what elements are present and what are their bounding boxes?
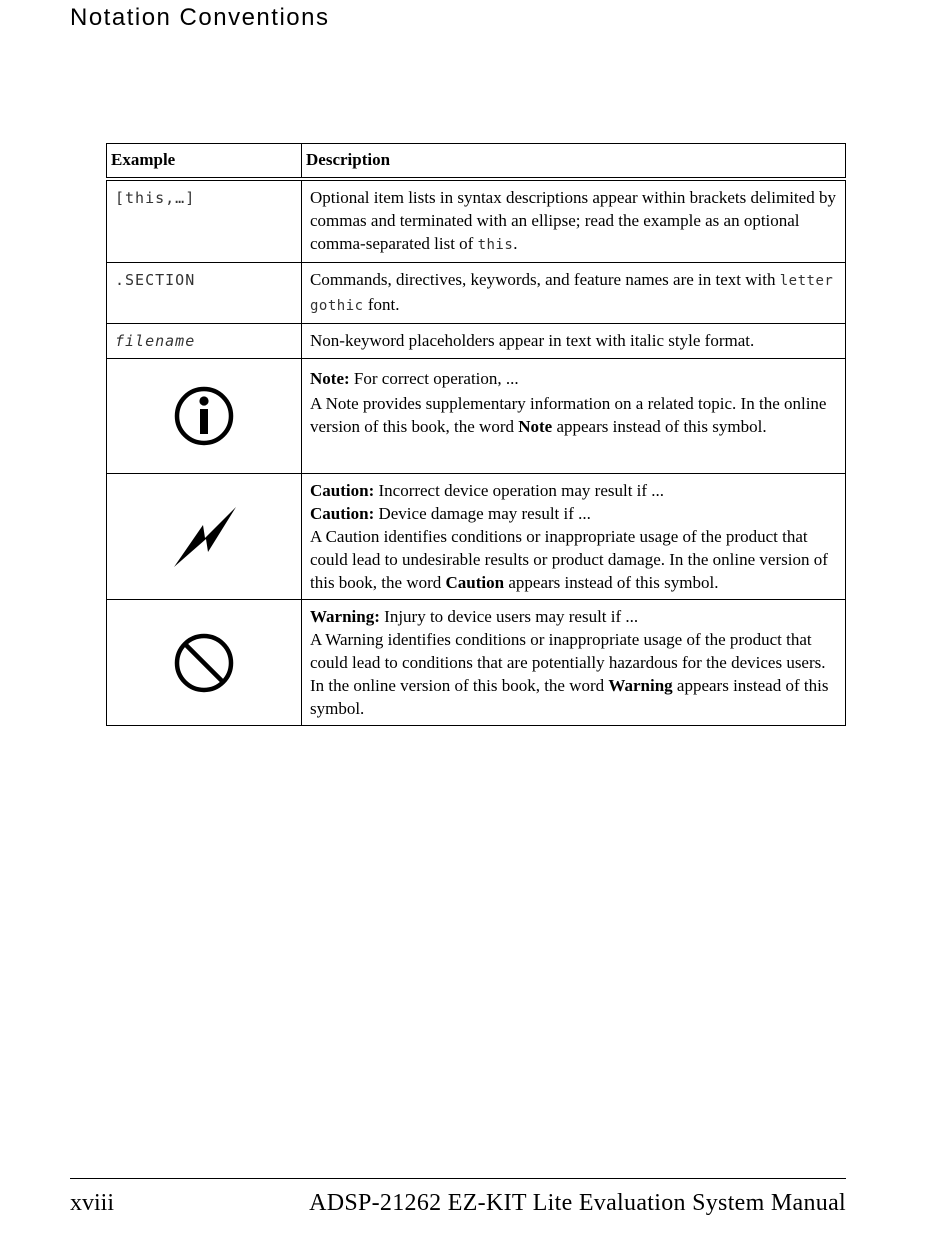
paragraph-text-end: appears instead of this symbol.: [552, 417, 767, 436]
description-text: Optional item lists in syntax descriptions appear within brackets delimited by commas and terminated with an ellipse; read the example as an optional comma-separated list of: [310, 188, 836, 253]
description-cell: [302, 600, 846, 726]
description-end: .: [513, 234, 518, 253]
warning-line: [310, 605, 837, 628]
paragraph-text-end: appears instead of this symbol.: [310, 676, 829, 718]
example-code: filename: [115, 332, 196, 350]
description-cell: [302, 179, 846, 263]
info-circle-icon: [173, 385, 235, 447]
paragraph-bold: Warning: [608, 676, 673, 695]
symbol-cell: [107, 359, 302, 474]
manual-title: ADSP-21262 EZ-KIT Lite Evaluation System Manual: [309, 1190, 846, 1216]
column-header-example: Example: [107, 144, 302, 180]
note-line: [310, 367, 837, 390]
description-cell: [302, 263, 846, 324]
example-cell: [107, 263, 302, 324]
prohibition-circle-icon: [173, 632, 235, 694]
caution-line: [310, 479, 837, 502]
caution-label: Caution:: [310, 504, 375, 523]
table-row: [107, 324, 846, 359]
caution-line: [310, 502, 837, 525]
table-row: [107, 263, 846, 324]
warning-text: Injury to device users may result if ...: [379, 607, 639, 626]
lightning-bolt-icon: [172, 505, 236, 569]
description-cell: [302, 324, 846, 359]
page-number: xviii: [70, 1190, 115, 1216]
description-end: font.: [363, 295, 400, 314]
table-row: [107, 359, 846, 474]
caution-text: Incorrect device operation may result if ...: [374, 481, 665, 500]
description-mono-text: this: [477, 237, 514, 253]
description-cell: [302, 474, 846, 600]
note-paragraph: [310, 392, 837, 438]
paragraph-text-end: appears instead of this symbol.: [504, 573, 719, 592]
table-row: [107, 179, 846, 263]
paragraph-bold: Note: [518, 417, 553, 436]
note-text: For correct operation, ...: [349, 369, 519, 388]
caution-text: Device damage may result if ...: [374, 504, 591, 523]
example-code: [this,…]: [115, 189, 196, 207]
caution-paragraph: [310, 525, 837, 594]
example-cell: [107, 324, 302, 359]
example-cell: [107, 179, 302, 263]
paragraph-text: A Note provides supplementary information on a related topic. In the online version of this book, the word: [310, 394, 827, 436]
description-mono-text: letter gothic: [310, 273, 834, 314]
paragraph-text: A Caution identifies conditions or inappropriate usage of the product that could lead to undesirable results or product damage. In the online version of this book, the word: [310, 527, 828, 592]
column-header-description: Description: [302, 144, 846, 180]
paragraph-text: A Warning identifies conditions or inappropriate usage of the product that could lead to conditions that are potentially hazardous for the devices users. In the online version of this book, the word: [310, 630, 826, 695]
warning-paragraph: [310, 628, 837, 720]
symbol-cell: [107, 474, 302, 600]
description-text: Non-keyword placeholders appear in text with italic style format.: [310, 331, 755, 350]
notation-conventions-table: [106, 143, 846, 726]
description-cell: [302, 359, 846, 474]
example-code: .SECTION: [115, 271, 196, 289]
description-text: Commands, directives, keywords, and feature names are in text with: [310, 270, 780, 289]
running-head: Notation Conventions: [70, 4, 330, 31]
note-label: Note:: [310, 369, 350, 388]
caution-label: Caution:: [310, 481, 375, 500]
table-header-row: [107, 144, 846, 180]
paragraph-bold: Caution: [445, 573, 505, 592]
table-row: [107, 600, 846, 726]
warning-label: Warning:: [310, 607, 380, 626]
symbol-cell: [107, 600, 302, 726]
table-row: [107, 474, 846, 600]
footer-rule: [70, 1178, 846, 1179]
